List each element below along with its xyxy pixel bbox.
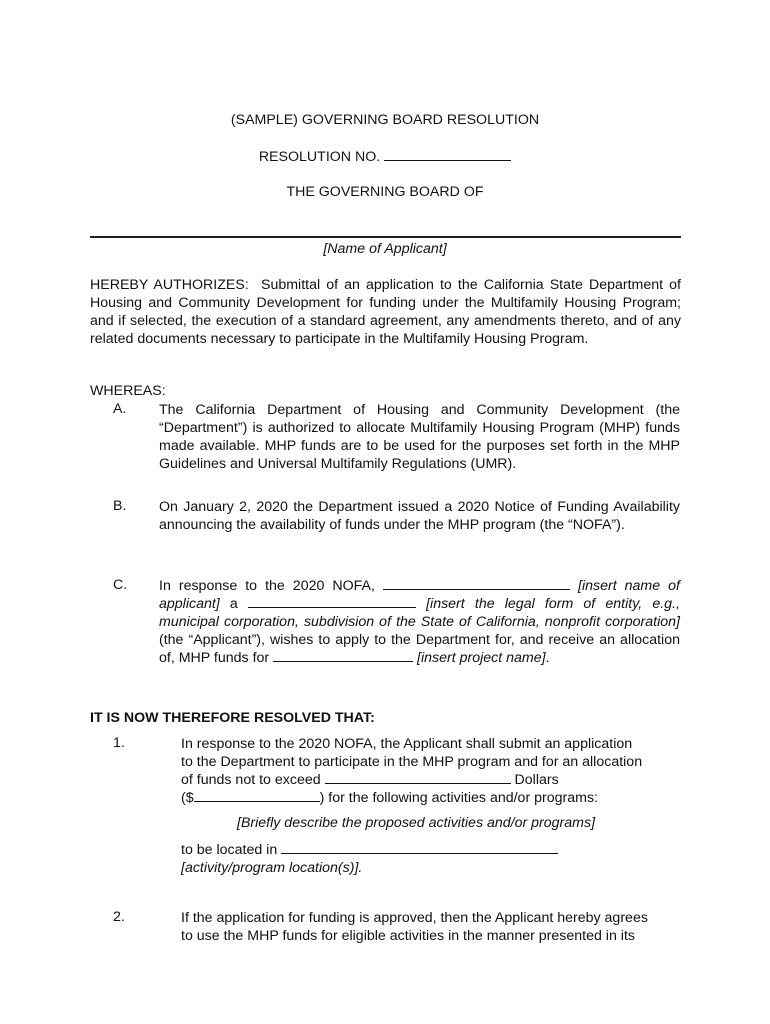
- describe-activities-placeholder: [Briefly describe the proposed activities and/or programs]: [237, 815, 596, 831]
- item-c-text: [159, 577, 680, 667]
- resolved-1-line2: to the Department to participate in the MHP program and for an allocation: [181, 754, 643, 770]
- resolved-1-line1: In response to the 2020 NOFA, the Applicant shall submit an application: [181, 736, 633, 752]
- whereas-heading: WHEREAS:: [90, 383, 166, 399]
- resolved-1-line4b: ) for the following activities and/or programs:: [319, 790, 598, 806]
- located-line: [181, 841, 558, 859]
- item-c-part1: In response to the 2020 NOFA,: [159, 578, 375, 594]
- resolved-1-line3a: of funds not to exceed: [181, 772, 321, 788]
- resolved-1-text: [181, 735, 681, 807]
- item-c-part4: [insert the legal form of entity, e.g., municipal corporation, subdivision of the State of California, nonprofit corporation]: [159, 596, 680, 630]
- resolved-2-line1: If the application for funding is approved, then the Applicant hereby agrees: [181, 910, 648, 926]
- applicant-name-blank: [383, 577, 570, 590]
- authorizes-paragraph: [90, 276, 681, 348]
- location-blank: [281, 841, 558, 854]
- amount-words-blank: [325, 771, 511, 784]
- authorizes-heading: HEREBY AUTHORIZES:: [90, 277, 249, 293]
- location-block: [181, 841, 558, 877]
- item-c-part2: [insert name of applicant]: [159, 578, 680, 612]
- board-label: THE GOVERNING BOARD OF: [286, 184, 484, 200]
- resolved-heading: IT IS NOW THEREFORE RESOLVED THAT:: [90, 710, 375, 726]
- item-c-part3: a: [229, 596, 238, 612]
- item-b-letter: B.: [113, 498, 127, 514]
- item-c-letter: C.: [113, 577, 128, 593]
- applicant-name-line: [90, 236, 681, 238]
- resolved-1-line4a: ($: [181, 790, 194, 806]
- resolved-2-number: 2.: [113, 909, 125, 925]
- item-c-part6: [insert project name]: [417, 650, 546, 666]
- resolved-1-line4: [181, 789, 681, 807]
- authorizes-text: Submittal of an application to the California State Department of Housing and Community Development for funding under the Multifamily Housing Program; and if selected, the execution of a standard agreement, any amendments thereto, and of any related documents necessary to participate in the Multifamily Housing Program.: [90, 277, 681, 347]
- resolved-2-text: [181, 909, 681, 945]
- location-note: [activity/program location(s)].: [181, 860, 363, 876]
- item-c-part5: (the “Applicant”), wishes to apply to the Department for, and receive an allocation of, MHP funds for: [159, 632, 680, 666]
- item-b-text: On January 2, 2020 the Department issued a 2020 Notice of Funding Availability announcing the availability of funds under the MHP program (the “NOFA”).: [159, 499, 680, 533]
- resolved-1-line3b: Dollars: [514, 772, 559, 788]
- resolution-number: [0, 148, 770, 165]
- doc-title: (SAMPLE) GOVERNING BOARD RESOLUTION: [230, 112, 540, 128]
- item-c-part7: .: [545, 650, 550, 666]
- resolved-2-line2: to use the MHP funds for eligible activities in the manner presented in its: [181, 928, 635, 944]
- item-a-text: The California Department of Housing and Community Development (the “Department”) is authorized to allocate Multifamily Housing Program (MHP) funds made available. MHP funds are to be used for the purposes set forth in the MHP Guidelines and Universal Multifamily Regulations (UMR).: [159, 402, 680, 472]
- amount-figures-blank: [194, 789, 320, 802]
- item-a-letter: A.: [113, 401, 127, 417]
- resolved-1-number: 1.: [113, 735, 125, 751]
- resolved-1-line3: [181, 771, 681, 789]
- legal-form-blank: [248, 595, 416, 608]
- resolution-number-blank: [384, 148, 511, 161]
- applicant-placeholder: [Name of Applicant]: [323, 241, 447, 257]
- resolution-label: RESOLUTION NO.: [258, 149, 381, 165]
- project-name-blank: [273, 649, 413, 662]
- located-label: to be located in: [181, 842, 278, 858]
